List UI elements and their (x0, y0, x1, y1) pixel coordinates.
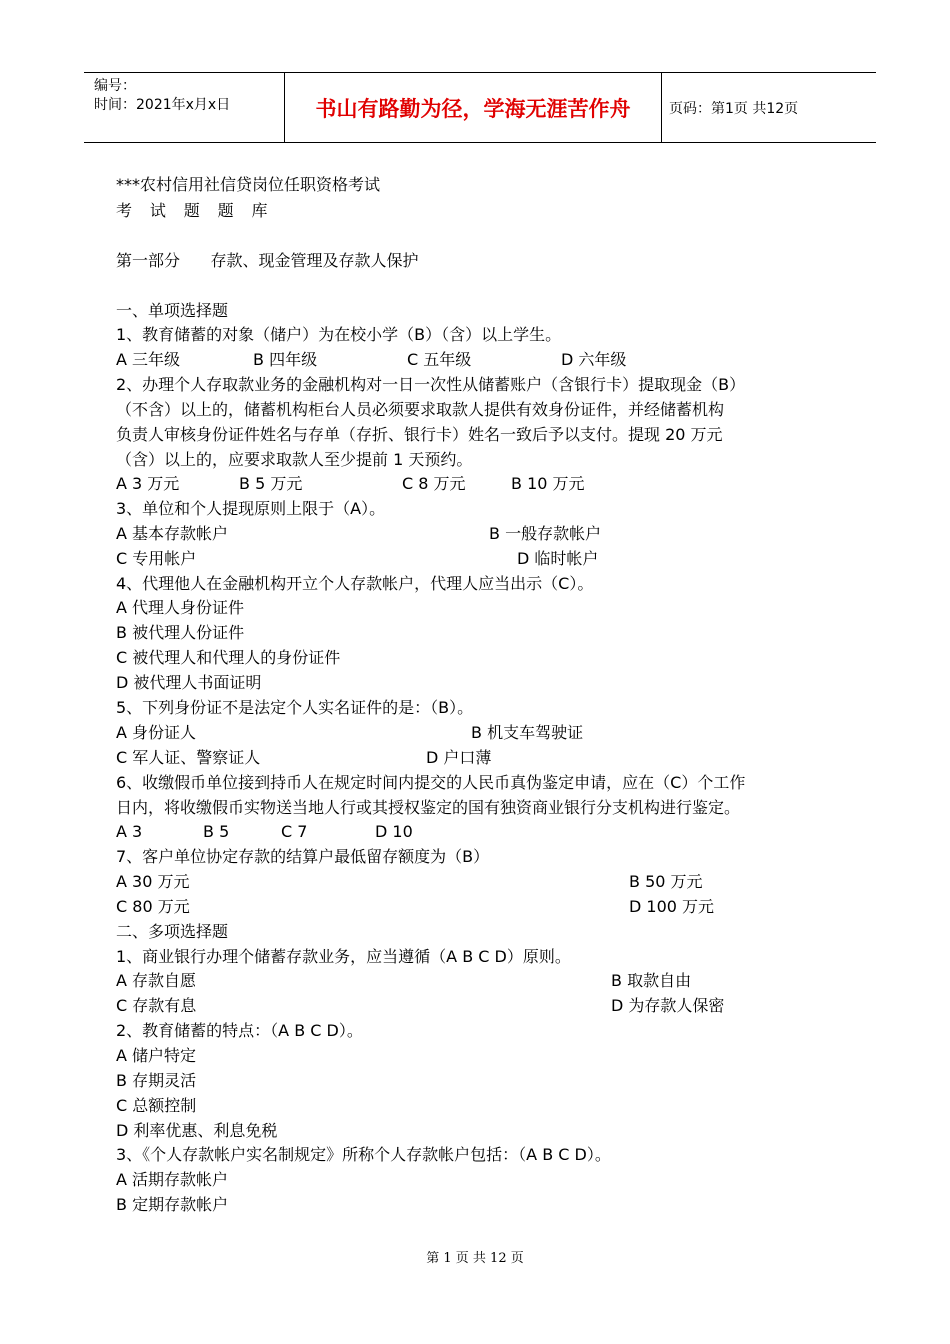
doc-title: ***农村信用社信贷岗位任职资格考试 (116, 175, 381, 194)
option: B 50 万元 (629, 872, 703, 891)
option: C 专用帐户 (116, 549, 197, 568)
question-7: 7、客户单位协定存款的结算户最低留存额度为（B） (116, 847, 490, 866)
question-5: 5、下列身份证不是法定个人实名证件的是：（B）。 (116, 698, 474, 717)
option: B 被代理人份证件 (116, 623, 245, 642)
option: C 军人证、警察证人 (116, 748, 261, 767)
option: A 身份证人 (116, 723, 197, 742)
page-info: 页码：第1页 共12页 (669, 100, 799, 117)
doc-subtitle: 考 试 题 题 库 (116, 201, 274, 220)
option: A 基本存款帐户 (116, 524, 229, 543)
time-label: 时间：2021年x月x日 (94, 97, 231, 113)
option: B 取款自由 (611, 971, 692, 990)
option: C 五年级 (407, 350, 472, 369)
option: A 30 万元 (116, 872, 190, 891)
option: D 100 万元 (629, 897, 715, 916)
section-multi-choice: 二、多项选择题 (116, 922, 229, 941)
question-2-line: 2、办理个人存取款业务的金融机构对一日一次性从储蓄账户（含银行卡）提取现金（B） (116, 375, 746, 394)
option: B 一般存款帐户 (489, 524, 602, 543)
option: C 80 万元 (116, 897, 190, 916)
option: D 六年级 (561, 350, 627, 369)
question-2-line: （不含）以上的，储蓄机构柜台人员必须要求取款人提供有效身份证件，并经储蓄机构 (116, 400, 725, 419)
question-2-line: （含）以上的，应要求取款人至少提前 1 天预约。 (116, 450, 473, 469)
option: B 机支车驾驶证 (471, 723, 584, 742)
option: D 临时帐户 (517, 549, 599, 568)
option: D 被代理人书面证明 (116, 673, 262, 692)
part-heading: 第一部分 存款、现金管理及存款人保护 (116, 251, 419, 270)
section-single-choice: 一、单项选择题 (116, 301, 229, 320)
option: D 10 (375, 822, 413, 841)
option: C 被代理人和代理人的身份证件 (116, 648, 341, 667)
multi-question-2: 2、教育储蓄的特点：（A B C D）。 (116, 1021, 363, 1040)
multi-question-1: 1、商业银行办理个储蓄存款业务，应当遵循（A B C D）原则。 (116, 947, 571, 966)
question-2-line: 负责人审核身份证件姓名与存单（存折、银行卡）姓名一致后予以支付。提现 20 万元 (116, 425, 723, 444)
header-meta (94, 77, 230, 115)
option: D 为存款人保密 (611, 996, 725, 1015)
option: A 活期存款帐户 (116, 1170, 229, 1189)
option: A 代理人身份证件 (116, 598, 245, 617)
option: C 8 万元 (402, 474, 466, 493)
option: B 5 (203, 822, 230, 841)
page-header (84, 72, 876, 143)
option: B 四年级 (253, 350, 318, 369)
option: B 存期灵活 (116, 1071, 197, 1090)
question-1: 1、教育储蓄的对象（储户）为在校小学（B）（含）以上学生。 (116, 325, 562, 344)
option: C 存款有息 (116, 996, 197, 1015)
option: A 3 (116, 822, 143, 841)
question-6-line: 6、收缴假币单位接到持币人在规定时间内提交的人民币真伪鉴定申请，应在（C）个工作 (116, 773, 746, 792)
option: B 定期存款帐户 (116, 1195, 229, 1214)
number-label: 编号： (94, 78, 136, 94)
option: A 三年级 (116, 350, 181, 369)
option: C 7 (281, 822, 308, 841)
motto: 书山有路勤为径，学海无涯苦作舟 (284, 73, 662, 142)
option: B 5 万元 (239, 474, 303, 493)
multi-question-3: 3、《个人存款帐户实名制规定》所称个人存款帐户包括：（A B C D）。 (116, 1145, 611, 1164)
option: A 3 万元 (116, 474, 180, 493)
option: A 储户特定 (116, 1046, 197, 1065)
page-footer: 第 1 页 共 12 页 (426, 1251, 524, 1266)
option: D 户口薄 (426, 748, 492, 767)
question-6-line: 日内，将收缴假币实物送当地人行或其授权鉴定的国有独资商业银行分支机构进行鉴定。 (116, 798, 741, 817)
option: A 存款自愿 (116, 971, 197, 990)
question-3: 3、单位和个人提现原则上限于（A）。 (116, 499, 386, 518)
question-4: 4、代理他人在金融机构开立个人存款帐户，代理人应当出示（C）。 (116, 574, 594, 593)
option: B 10 万元 (511, 474, 585, 493)
option: D 利率优惠、利息免税 (116, 1121, 278, 1140)
option: C 总额控制 (116, 1096, 197, 1115)
